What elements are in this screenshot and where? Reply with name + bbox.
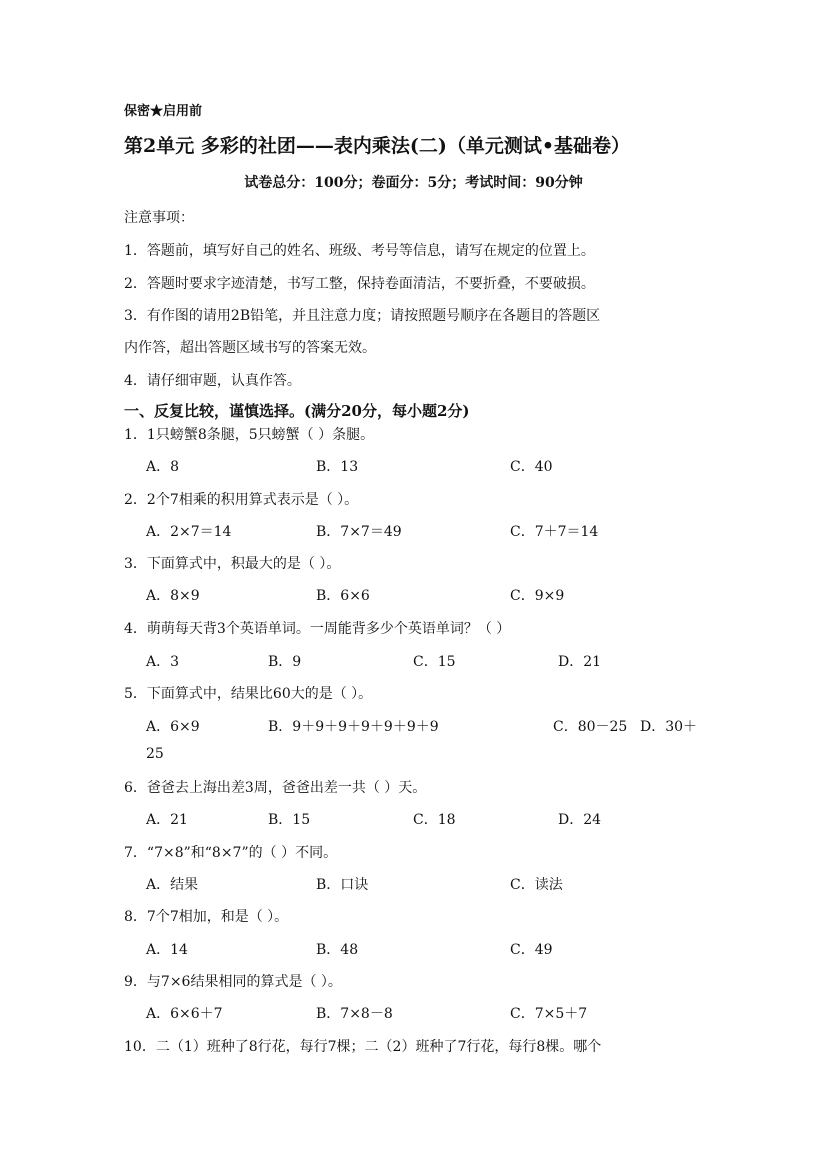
question-4: 4．萌萌每天背3个英语单词。一周能背多少个英语单词？（ ） — [124, 621, 511, 637]
exam-info: 试卷总分：100分；卷面分：5分；考试时间：90分钟 — [244, 175, 583, 191]
question-8: 8．7个7相加，和是（ ）。 — [124, 909, 289, 925]
option-c: C．40 — [510, 459, 553, 475]
option-d: D．30＋ — [640, 719, 698, 735]
question-1: 1．1只螃蟹8条腿，5只螃蟹（ ）条腿。 — [124, 427, 375, 443]
notes-heading: 注意事项： — [124, 210, 194, 226]
option-c: C．80－25 — [553, 719, 628, 735]
option-d: D．21 — [558, 654, 602, 670]
option-b: B．6×6 — [316, 588, 370, 604]
question-7: 7．“7×8”和“8×7”的（ ）不同。 — [124, 845, 338, 861]
section-heading: 一、反复比较，谨慎选择。(满分20分，每小题2分) — [124, 402, 470, 420]
option-b: B．15 — [268, 812, 311, 828]
question-10: 10．二（1）班种了8行花，每行7棵；二（2）班种了7行花，每行8棵。哪个 — [124, 1039, 602, 1055]
option-d-continuation: 25 — [146, 746, 164, 762]
option-c: C．49 — [510, 942, 553, 958]
note-item: 内作答，超出答题区域书写的答案无效。 — [124, 340, 376, 356]
secret-label: 保密★启用前 — [124, 104, 203, 119]
question-5: 5．下面算式中，结果比60大的是（ ）。 — [124, 686, 373, 702]
option-a: A．14 — [146, 942, 188, 958]
question-2: 2．2个7相乘的积用算式表示是（ ）。 — [124, 492, 359, 508]
option-a: A．6×6＋7 — [146, 1006, 223, 1022]
note-item: 4．请仔细审题，认真作答。 — [124, 373, 301, 389]
option-b: B．7×7＝49 — [316, 524, 402, 540]
option-a: A．8 — [146, 459, 180, 475]
option-b: B．9 — [268, 654, 302, 670]
note-item: 2．答题时要求字迹清楚，书写工整，保持卷面清洁，不要折叠，不要破损。 — [124, 276, 595, 292]
option-b: B．7×8－8 — [316, 1006, 393, 1022]
option-a: A．结果 — [146, 877, 199, 893]
option-c: C．18 — [413, 812, 456, 828]
option-a: A．2×7＝14 — [146, 524, 232, 540]
option-a: A．8×9 — [146, 588, 200, 604]
note-item: 1．答题前，填写好自己的姓名、班级、考号等信息，请写在规定的位置上。 — [124, 243, 595, 259]
option-b: B．48 — [316, 942, 359, 958]
option-c: C．9×9 — [510, 588, 565, 604]
option-a: A．3 — [146, 654, 180, 670]
option-c: C．15 — [413, 654, 456, 670]
option-d: D．24 — [558, 812, 602, 828]
option-c: C．7＋7＝14 — [510, 524, 599, 540]
question-3: 3．下面算式中，积最大的是（ ）。 — [124, 556, 341, 572]
option-b: B．13 — [316, 459, 359, 475]
option-a: A．21 — [146, 812, 188, 828]
question-6: 6．爸爸去上海出差3周，爸爸出差一共（ ）天。 — [124, 780, 427, 796]
option-b: B．口诀 — [316, 877, 369, 893]
option-b: B．9＋9＋9＋9＋9＋9＋9 — [268, 719, 439, 735]
page-title: 第2单元 多彩的社团——表内乘法(二)（单元测试•基础卷） — [124, 135, 630, 157]
note-item: 3．有作图的请用2B铅笔，并且注意力度；请按照题号顺序在各题目的答题区 — [124, 308, 601, 324]
option-a: A．6×9 — [146, 719, 200, 735]
option-c: C．7×5＋7 — [510, 1006, 588, 1022]
question-9: 9．与7×6结果相同的算式是（ ）。 — [124, 974, 342, 990]
option-c: C．读法 — [510, 877, 563, 893]
